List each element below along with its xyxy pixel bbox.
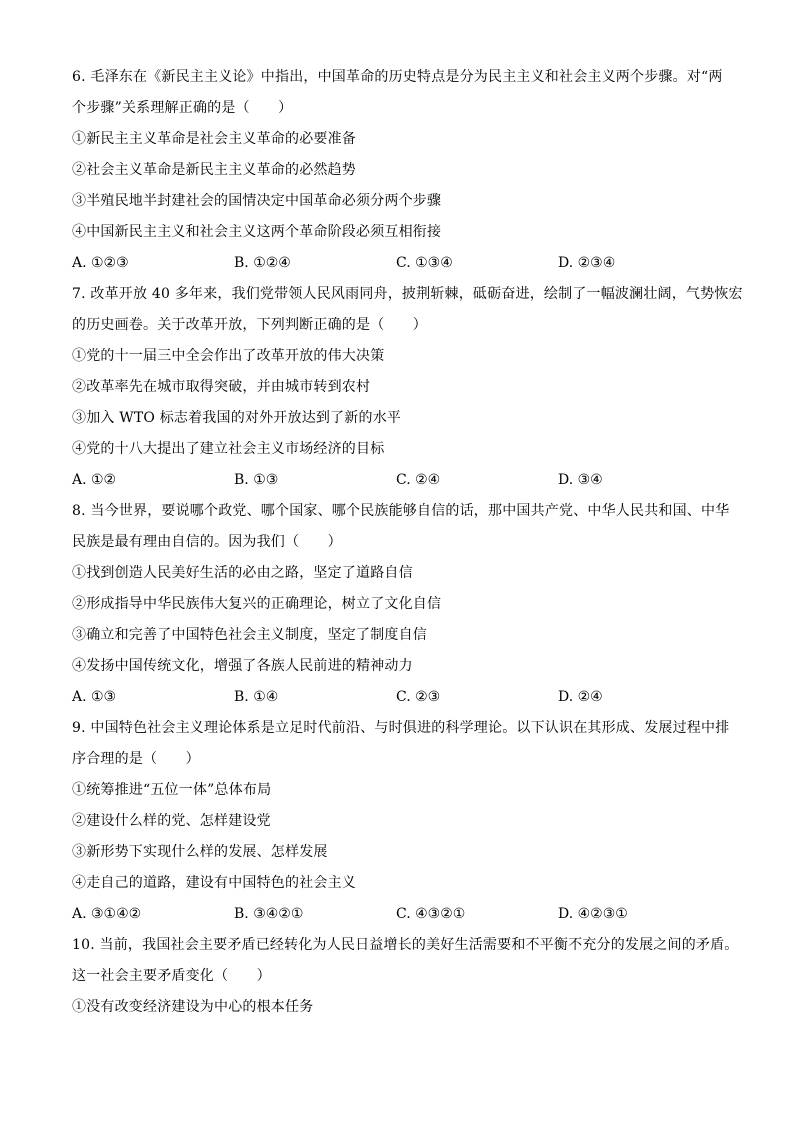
- question-stem: 7. 改革开放 40 多年来，我们党带领人民风雨同舟，披荆斩棘，砥砺奋进，绘制了一幅波澜壮阔，气势恢宏: [72, 286, 743, 302]
- statement-item: ①统筹推进“五位一体”总体布局: [72, 782, 272, 798]
- statement-item: ④走自己的道路，建设有中国特色的社会主义: [72, 875, 356, 891]
- option-c: C. ④③②①: [396, 906, 466, 922]
- option-b: B. ③④②①: [234, 906, 304, 922]
- exam-page: [72, 62, 743, 1023]
- statement-item: ②建设什么样的党、怎样建设党: [72, 813, 271, 829]
- statement-item: ②形成指导中华民族伟大复兴的正确理论，树立了文化自信: [72, 596, 442, 612]
- statement-item: ①党的十一届三中全会作出了改革开放的伟大决策: [72, 348, 385, 364]
- statement-item: ③新形势下实现什么样的发展、怎样发展: [72, 844, 328, 860]
- answer-options: [72, 465, 722, 496]
- question-stem: 6. 毛泽东在《新民主主义论》中指出，中国革命的历史特点是分为民主主义和社会主义两个步骤。对“两: [72, 69, 723, 85]
- question-stem: 10. 当前，我国社会主要矛盾已经转化为人民日益增长的美好生活需要和不平衡不充分的发展之间的矛盾。: [72, 937, 739, 953]
- answer-options: [72, 899, 722, 930]
- option-d: D. ③④: [558, 472, 603, 488]
- statement-item: ④中国新民主主义和社会主义这两个革命阶段必须互相衔接: [72, 224, 442, 240]
- option-b: B. ①②④: [234, 255, 291, 271]
- question-7: [72, 279, 743, 496]
- statement-item: ③确立和完善了中国特色社会主义制度，坚定了制度自信: [72, 627, 427, 643]
- option-c: C. ②③: [396, 689, 441, 705]
- option-c: C. ②④: [396, 472, 441, 488]
- question-8: [72, 496, 730, 713]
- statement-item: ①找到创造人民美好生活的必由之路，坚定了道路自信: [72, 565, 413, 581]
- statement-item: ④党的十八大提出了建立社会主义市场经济的目标: [72, 441, 385, 457]
- option-b: B. ①④: [234, 689, 279, 705]
- statement-item: ②改革率先在城市取得突破，并由城市转到农村: [72, 379, 371, 395]
- statement-item: ②社会主义革命是新民主主义革命的必然趋势: [72, 162, 356, 178]
- option-a: A. ①②③: [72, 255, 129, 271]
- option-b: B. ①③: [234, 472, 279, 488]
- statement-item: ①没有改变经济建设为中心的根本任务: [72, 999, 314, 1015]
- statement-item: ①新民主主义革命是社会主义革命的必要准备: [72, 131, 356, 147]
- question-stem: 这一社会主要矛盾变化（ ）: [72, 968, 271, 984]
- question-stem: 民族是最有理由自信的。因为我们（ ）: [72, 534, 342, 550]
- question-stem: 的历史画卷。关于改革开放，下列判断正确的是（ ）: [72, 317, 427, 333]
- statement-item: ④发扬中国传统文化，增强了各族人民前进的精神动力: [72, 658, 413, 674]
- question-stem: 序合理的是（ ）: [72, 751, 200, 767]
- answer-options: [72, 248, 722, 279]
- question-10: [72, 930, 739, 1023]
- question-stem: 8. 当今世界，要说哪个政党、哪个国家、哪个民族能够自信的话，那中国共产党、中华人民共和国、中华: [72, 503, 730, 519]
- option-a: A. ①③: [72, 689, 117, 705]
- question-stem: 个步骤”关系理解正确的是（ ）: [72, 100, 293, 116]
- question-6: [72, 62, 722, 279]
- option-d: D. ②④: [558, 689, 603, 705]
- statement-item: ③半殖民地半封建社会的国情决定中国革命必须分两个步骤: [72, 193, 442, 209]
- statement-item: ③加入 WTO 标志着我国的对外开放达到了新的水平: [72, 410, 402, 426]
- option-a: A. ①②: [72, 472, 117, 488]
- question-9: [72, 713, 730, 930]
- question-stem: 9. 中国特色社会主义理论体系是立足时代前沿、与时俱进的科学理论。以下认识在其形成、发展过程中排: [72, 720, 730, 736]
- option-d: D. ④②③①: [558, 906, 628, 922]
- option-d: D. ②③④: [558, 255, 616, 271]
- answer-options: [72, 682, 722, 713]
- option-a: A. ③①④②: [72, 906, 142, 922]
- option-c: C. ①③④: [396, 255, 453, 271]
